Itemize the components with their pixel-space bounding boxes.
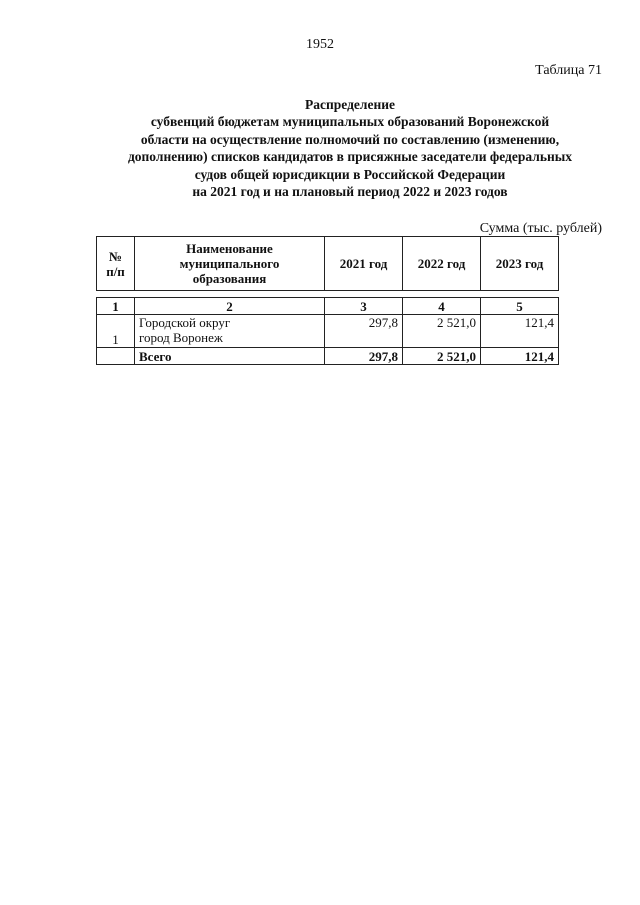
- column-number: 2: [135, 298, 325, 315]
- header-municipality-name: [135, 237, 325, 291]
- column-number: 1: [97, 298, 135, 315]
- column-number-row: [97, 298, 559, 315]
- document-title: [90, 96, 610, 200]
- title-line: Распределение: [304, 97, 396, 112]
- header-2023: 2023 год: [481, 237, 559, 291]
- column-number: 4: [403, 298, 481, 315]
- header-2021: 2021 год: [325, 237, 403, 291]
- value-2021: 297,8: [325, 315, 403, 348]
- title-line: субвенций бюджетам муниципальных образований Воронежской: [150, 114, 550, 130]
- value-2022: 2 521,0: [403, 315, 481, 348]
- title-line: дополнению) списков кандидатов в присяжные заседатели федеральных: [127, 149, 573, 165]
- header-2022: 2022 год: [403, 237, 481, 291]
- table-label: Таблица 71: [535, 63, 602, 78]
- title-line: судов общей юрисдикции в Российской Федерации: [194, 166, 506, 182]
- table-gap-row: [97, 291, 559, 298]
- header-name-line: образования: [192, 271, 267, 286]
- total-2023: 121,4: [481, 348, 559, 365]
- title-line: области на осуществление полномочий по составлению (изменению,: [140, 131, 560, 147]
- column-number: 5: [481, 298, 559, 315]
- table-row: [97, 315, 559, 348]
- municipality-name-line: город Воронеж: [139, 330, 223, 345]
- total-2021: 297,8: [325, 348, 403, 365]
- row-number: 1: [97, 315, 135, 348]
- distribution-table: [96, 236, 559, 365]
- page-number: 1952: [306, 37, 334, 52]
- column-number: 3: [325, 298, 403, 315]
- header-number-label: п/п: [106, 263, 125, 279]
- value-2023: 121,4: [481, 315, 559, 348]
- header-name-line: муниципального: [179, 256, 280, 271]
- total-row: [97, 348, 559, 365]
- total-2022: 2 521,0: [403, 348, 481, 365]
- header-number: [97, 237, 135, 291]
- table-header-row: [97, 237, 559, 291]
- title-line: на 2021 год и на плановый период 2022 и 2023 годов: [192, 184, 508, 200]
- total-label: Всего: [135, 348, 325, 365]
- total-number-cell: [97, 348, 135, 365]
- header-name-line: Наименование: [186, 241, 273, 256]
- municipality-name-line: Городской округ: [139, 315, 231, 330]
- municipality-name: [135, 315, 325, 348]
- units-label: Сумма (тыс. рублей): [479, 221, 602, 236]
- header-number-symbol: №: [108, 248, 123, 264]
